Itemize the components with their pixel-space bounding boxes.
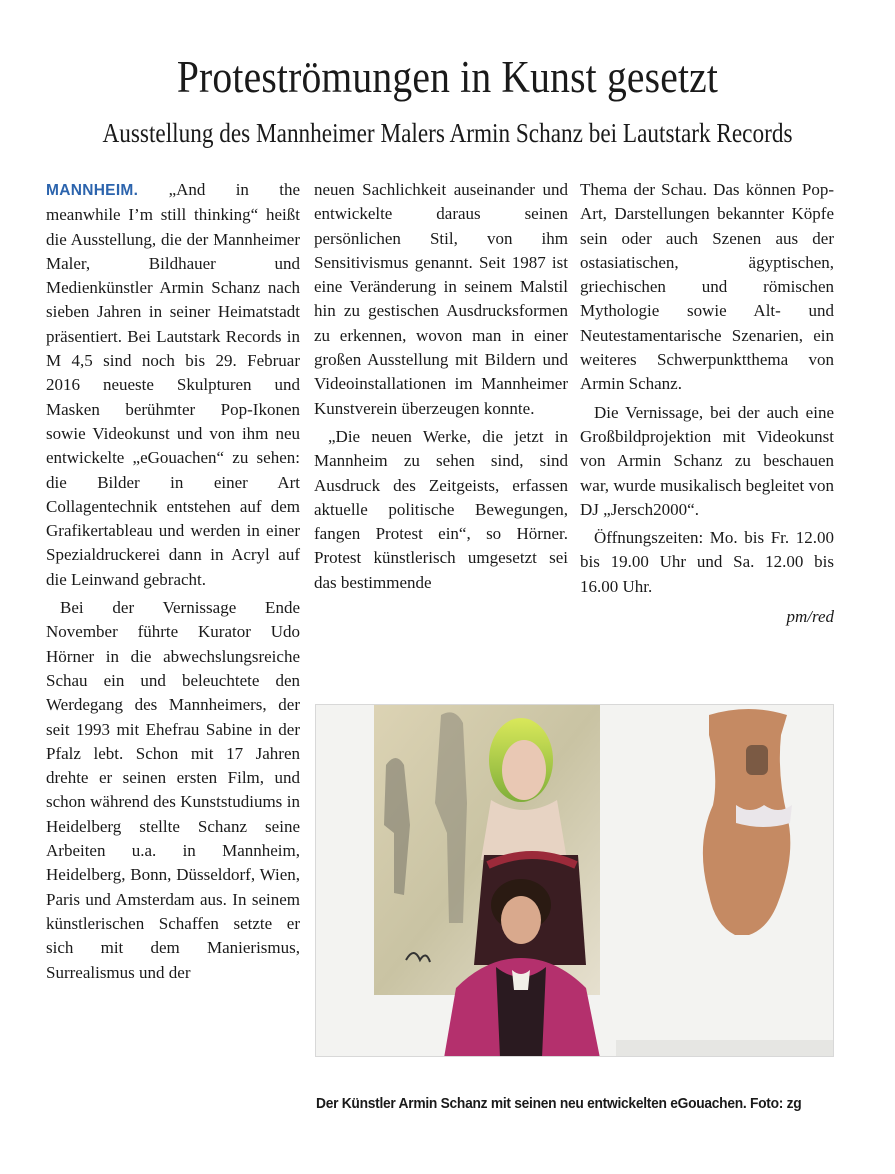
subheadline: Ausstellung des Mannheimer Malers Armin Schanz bei Lautstark Records: [102, 118, 793, 148]
article-paragraph: Bei der Vernissage Ende November führte Kurator Udo Hörner in die abwechslungsreiche Schau ein und beleuchtete den Werdegang des Mannheimers, der seit 1993 mit Ehefrau Sabine in der Pfalz lebt. Schon mit 17 Jahren drehte er seinen ersten Film, und schon während des Kunststudiums in Heidelberg stellte Schanz seine Arbeiten u.a. in Mannheim, Heidelberg, Bonn, Düsseldorf, Wien, Paris und Amsterdam aus. In seinem künstlerischen Schaffen setzte er sich mit dem Manierismus, Surrealismus und der: [46, 598, 300, 982]
article-paragraph: Öffnungszeiten: Mo. bis Fr. 12.00 bis 19.00 Uhr und Sa. 12.00 bis 16.00 Uhr.: [580, 528, 834, 596]
headline: Proteströmungen in Kunst gesetzt: [176, 52, 719, 102]
paragraph-text: „And in the meanwhile I’m still thinking“ heißt die Ausstellung, die der Mannheimer Maler, Bildhauer und Medienkünstler Armin Schanz nach sieben Jahren in seiner Heimatstadt präsentiert. Bei Lautstark Records in M 4,5 sind noch bis 29. Februar 2016 neueste Skulpturen und Masken berühmter Pop-Ikonen sowie Videokunst und von ihm neu entwickelte „eGouachen“ zu sehen: die Bilder in einer Art Collagentechnik entstehen auf dem Grafikertableau und werden in einer Spezialdruckerei dann in Acryl auf die Leinwand gebracht.: [46, 180, 300, 589]
article-column-1: [46, 178, 300, 985]
author-signature: pm/red: [786, 607, 834, 627]
article-paragraph: [46, 178, 300, 592]
article-paragraph: Thema der Schau. Das können Pop-Art, Darstellungen bekannter Köpfe sein oder auch Szenen aus der ostasiatischen, ägyptischen, griechischen und römischen Mythologie sowie Alt- und Neutestamentarische Szenarien, ein weiteres Schwerpunktthema von Armin Schanz.: [580, 180, 834, 394]
article-paragraph: Die Vernissage, bei der auch eine Großbildprojektion mit Videokunst von Armin Schanz zu beschauen war, wurde musikalisch begleitet von DJ „Jersch2000“.: [580, 402, 834, 519]
article-column-2: [314, 178, 568, 595]
article-paragraph: „Die neuen Werke, die jetzt in Mannheim zu sehen sind, sind Ausdruck des Zeitgeists, erfassen aktuelle politische Bewegungen, fangen Protest ein“, so Hörner. Protest künstlerisch umgesetzt sei das bestimmende: [314, 426, 568, 592]
photo-caption: Der Künstler Armin Schanz mit seinen neu entwickelten eGouachen. Foto: zg: [316, 1095, 802, 1112]
artist-photo-illustration: [316, 705, 834, 1057]
dateline: MANNHEIM.: [46, 182, 139, 199]
article-photo: [315, 704, 834, 1057]
article-paragraph: neuen Sachlichkeit auseinander und entwickelte daraus seinen persönlichen Stil, von ihm Sensitivismus genannt. Seit 1987 ist eine Veränderung in seinem Malstil hin zu gestischen Ausdrucksformen zu erkennen, wovon man in einer großen Ausstellung mit Bildern und Videoinstallationen im Mannheimer Kunstverein überzeugen konnte.: [314, 180, 568, 418]
article-column-3: [580, 178, 834, 629]
